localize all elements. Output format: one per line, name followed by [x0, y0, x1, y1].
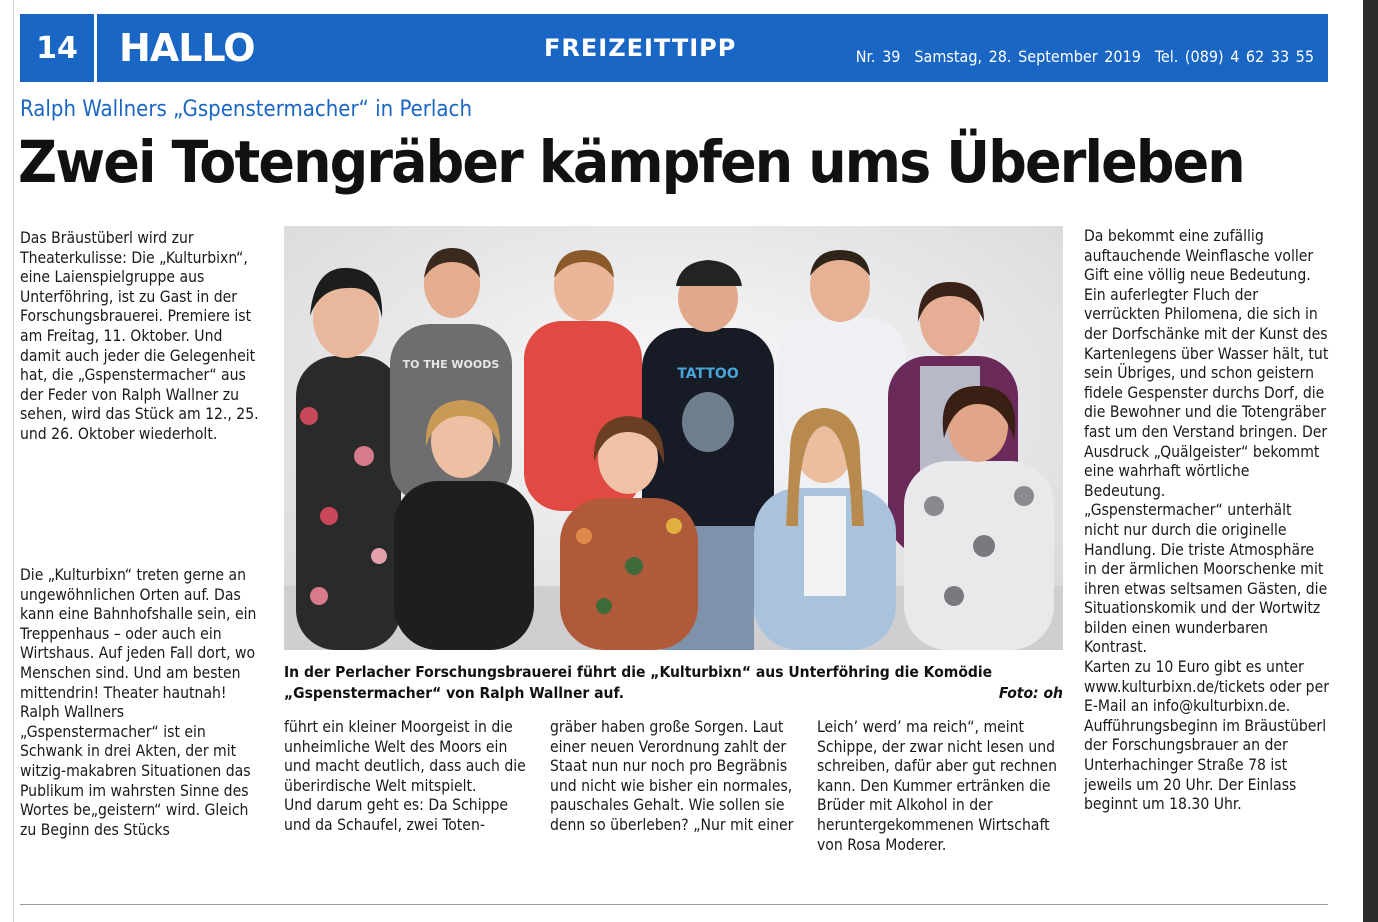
bottom-rule: [20, 904, 1328, 905]
photo-caption: [284, 662, 1063, 704]
page-edge-right: [1363, 0, 1378, 922]
page-edge-left: [0, 0, 14, 922]
contact-phone: Tel. (089) 4 62 33 55: [1154, 47, 1314, 66]
paragraph-intro: Das Bräustüberl wird zur Theaterkulisse: Die „Kulturbixn“, eine Laienspielgruppe aus Unterföhring, ist zu Gast in der Forschungsbrauerei. Premiere ist am Freitag, 11. Oktober. Und damit auch jeder die Gelegenheit hat, die „Gspenstermacher“ aus der Feder von Ralph Wallner zu sehen, wird das Stück am 12., 25. und 26. Oktober wiederholt.: [20, 229, 259, 443]
page-number: 14: [36, 30, 78, 66]
paragraph-plot-start: Und darum geht es: Da Schippe und da Schaufel, zwei Toten-: [284, 796, 509, 834]
paragraph-schippe: Leich’ werd’ ma reich“, meint Schippe, der zwar nicht lesen und schreiben, dafür aber gut rechnen kann. Den Kummer ertränken die Brüder mit Alkohol in der heruntergekommenen Wirtschaft von Rosa Moderer.: [817, 718, 1057, 854]
paragraph-contrast: „Gspenstermacher“ unterhält nicht nur durch die originelle Handlung. Die triste Atmosphäre in der ärmlichen Moorschenke mit ihren etwas seltsamen Gästen, die Situationskomik und der Wortwitz bilden einen wunderbaren Kontrast.: [1084, 501, 1328, 657]
article-column-5: [1084, 227, 1330, 815]
paragraph-worries: gräber haben große Sorgen. Laut einer neuen Verordnung zahlt der Staat nun nur noch pro Begräbnis und nicht wie bisher ein normales, pauschales Gehalt. Wie sollen sie denn so überleben? „Nur mit einer: [550, 718, 794, 834]
masthead-divider: [94, 14, 97, 82]
paragraph-poison: Da bekommt eine zufällig auftauchende Weinflasche voller Gift eine völlig neue Bedeutung. Ein auferlegter Fluch der verrückten Philomena, die sich in der Dorfschänke mit der Kunst des Kartenlegens über Wasser hält, tut sein Übriges, und schon geistern fidele Gespenster durchs Dorf, die die Bewohner und die Totengräber fast um den Verstand bringen. Der Ausdruck „Quälgeister“ bekommt eine wahrhaft wörtliche Bedeutung.: [1084, 227, 1329, 500]
article-column-1: [20, 229, 265, 445]
photo-credit: Foto: oh: [998, 684, 1063, 702]
group-photo-illustration: [284, 226, 1063, 650]
issue-date: Samstag, 28. September 2019: [914, 47, 1141, 66]
article-headline: Zwei Totengräber kämpfen ums Überleben: [18, 128, 1244, 196]
shirt-print-woods: TO THE WOODS: [402, 358, 500, 371]
article-column-4: [817, 718, 1063, 868]
section-title: FREIZEITTIPP: [544, 34, 737, 62]
paragraph-showtimes: Aufführungsbeginn im Bräustüberl der Forschungsbrauer an der Unterhachinger Straße 78 ist jeweils um 20 Uhr. Der Einlass beginnt um 18.30 Uhr.: [1084, 716, 1327, 814]
paragraph-moorgeist: führt ein kleiner Moorgeist in die unheimliche Welt des Moors ein und macht deutlich, dass auch die überirdische Welt mitspielt.: [284, 718, 526, 795]
issue-meta: [842, 47, 1314, 66]
photo-caption-text: In der Perlacher Forschungsbrauerei führt die „Kulturbixn“ aus Unterföhring die Komödie „Gspenstermacher“ von Ralph Wallner auf.: [284, 663, 993, 702]
paragraph-tickets: Karten zu 10 Euro gibt es unter www.kulturbixn.de/tickets oder per E-Mail an info@kulturbixn.de.: [1084, 658, 1329, 716]
paragraph-venues: Die „Kulturbixn“ treten gerne an ungewöhnlichen Orten auf. Das kann eine Bahnhofshalle sein, ein Treppenhaus – oder auch ein Wirtshaus. Auf jeden Fall dort, wo Menschen sind. Und am besten mittendrin! Theater hautnah! Ralph Wallners „Gspenstermacher“ ist ein Schwank in drei Akten, der mit witzig-makabren Situationen das Publikum im wahrsten Sinne des Wortes be„geistern“ wird. Gleich zu Beginn des Stücks: [20, 566, 257, 839]
shirt-print-tattoo: TATTOO: [677, 366, 739, 382]
article-column-2: [284, 718, 530, 868]
article-kicker: Ralph Wallners „Gspenstermacher“ in Perlach: [20, 97, 472, 122]
article-column-1-continued: [20, 566, 265, 840]
masthead: [20, 14, 1328, 82]
issue-number: Nr. 39: [855, 47, 901, 66]
hallo-logo: HALLO: [119, 26, 255, 70]
group-photo: [284, 226, 1063, 650]
article-column-3: [550, 718, 796, 868]
